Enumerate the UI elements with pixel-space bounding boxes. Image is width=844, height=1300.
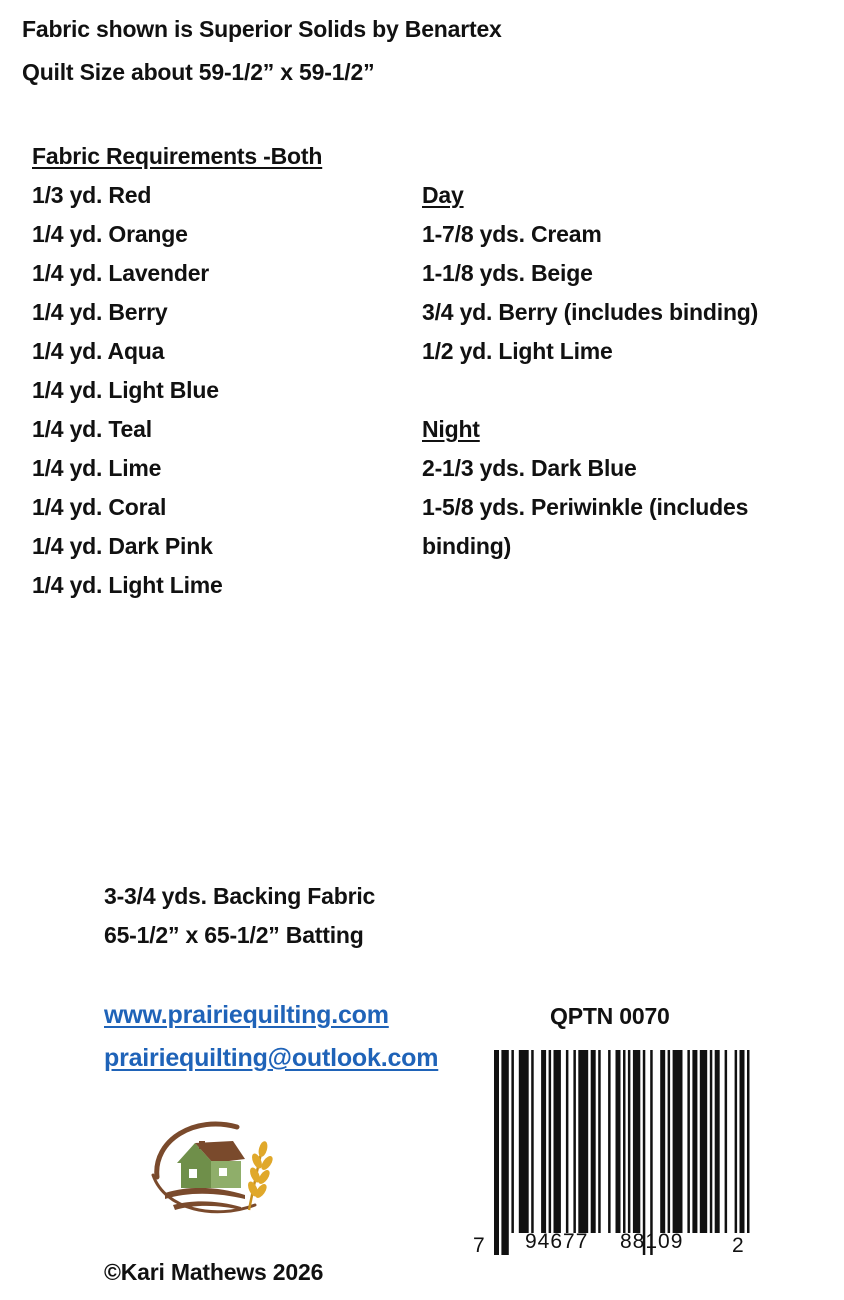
day-fabric-list: [422, 215, 758, 371]
barcode-bar: [566, 1050, 569, 1233]
list-item: 1-5/8 yds. Periwinkle (includes: [422, 494, 749, 520]
barcode-bar: [591, 1050, 596, 1233]
barcode-bar: [668, 1050, 671, 1233]
barcode-bar: [673, 1050, 683, 1233]
day-heading: Day: [422, 182, 464, 208]
barcode-bar: [598, 1050, 601, 1233]
barcode-bar: [710, 1050, 713, 1233]
prairie-house-wheat-logo: [145, 1115, 285, 1225]
backing-fabric-line: 3-3/4 yds. Backing Fabric: [104, 883, 376, 909]
both-fabric-list: [32, 176, 223, 605]
upc-barcode: [470, 1040, 750, 1260]
night-heading: Night: [422, 416, 480, 442]
list-item: 1/4 yd. Teal: [32, 416, 152, 442]
list-item: 3/4 yd. Berry (includes binding): [422, 299, 759, 325]
website-link[interactable]: www.prairiequilting.com: [104, 1001, 389, 1029]
list-item: 1/4 yd. Lavender: [32, 260, 210, 286]
barcode-digits-right: 88109: [620, 1230, 684, 1253]
barcode-bar: [660, 1050, 665, 1233]
email-link[interactable]: prairiequilting@outlook.com: [104, 1044, 439, 1072]
barcode-bar: [616, 1050, 621, 1233]
list-item: 1/4 yd. Light Blue: [32, 377, 219, 403]
list-item: 1/4 yd. Lime: [32, 455, 162, 481]
list-item: 1/4 yd. Aqua: [32, 338, 165, 364]
barcode-bar: [608, 1050, 611, 1233]
barcode-bar: [494, 1050, 499, 1255]
batting-line: 65-1/2” x 65-1/2” Batting: [104, 922, 364, 948]
copyright: ©Kari Mathews 2026: [104, 1259, 324, 1285]
barcode-bar: [623, 1050, 626, 1233]
barcode-bar: [650, 1050, 653, 1255]
barcode-bar: [747, 1050, 750, 1233]
barcode-bar: [735, 1050, 738, 1233]
barcode-bar: [554, 1050, 561, 1233]
barcode-bar: [549, 1050, 552, 1233]
list-item: 1/4 yd. Berry: [32, 299, 168, 325]
list-item: 2-1/3 yds. Dark Blue: [422, 455, 637, 481]
barcode-bar: [531, 1050, 534, 1233]
barcode-bar: [578, 1050, 588, 1233]
list-item: 1/4 yd. Coral: [32, 494, 167, 520]
list-item: 1-1/8 yds. Beige: [422, 260, 593, 286]
barcode-digits-left: 94677: [525, 1230, 589, 1253]
list-item: 1/4 yd. Dark Pink: [32, 533, 213, 559]
barcode-icon: [470, 1040, 750, 1260]
barcode-bar: [573, 1050, 576, 1233]
fabric-source-line: Fabric shown is Superior Solids by Benartex: [22, 16, 502, 42]
barcode-bar: [687, 1050, 690, 1233]
barcode-bar: [501, 1050, 508, 1255]
barcode-bar: [519, 1050, 529, 1233]
list-item: 1/4 yd. Light Lime: [32, 572, 223, 598]
fabric-requirements-heading: Fabric Requirements -Both: [32, 143, 323, 169]
barcode-bar: [628, 1050, 631, 1233]
barcode-bar: [700, 1050, 707, 1233]
barcode-bar: [633, 1050, 640, 1233]
barcode-bar: [541, 1050, 546, 1233]
house-wheat-icon: [145, 1115, 285, 1225]
barcode-bar: [643, 1050, 646, 1255]
night-fabric-list: [422, 449, 748, 566]
list-item: 1-7/8 yds. Cream: [422, 221, 602, 247]
barcode-bar: [740, 1050, 745, 1233]
list-item: binding): [422, 533, 512, 559]
quilt-size-line: Quilt Size about 59-1/2” x 59-1/2”: [22, 59, 375, 85]
list-item: 1/4 yd. Orange: [32, 221, 188, 247]
barcode-digit-last: 2: [732, 1234, 744, 1257]
barcode-bar: [715, 1050, 720, 1233]
barcode-bar: [692, 1050, 697, 1233]
product-code: QPTN 0070: [550, 1003, 670, 1029]
barcode-bar: [725, 1050, 728, 1233]
barcode-digit-first: 7: [473, 1234, 485, 1257]
list-item: 1/3 yd. Red: [32, 182, 152, 208]
barcode-bar: [511, 1050, 514, 1233]
list-item: 1/2 yd. Light Lime: [422, 338, 613, 364]
